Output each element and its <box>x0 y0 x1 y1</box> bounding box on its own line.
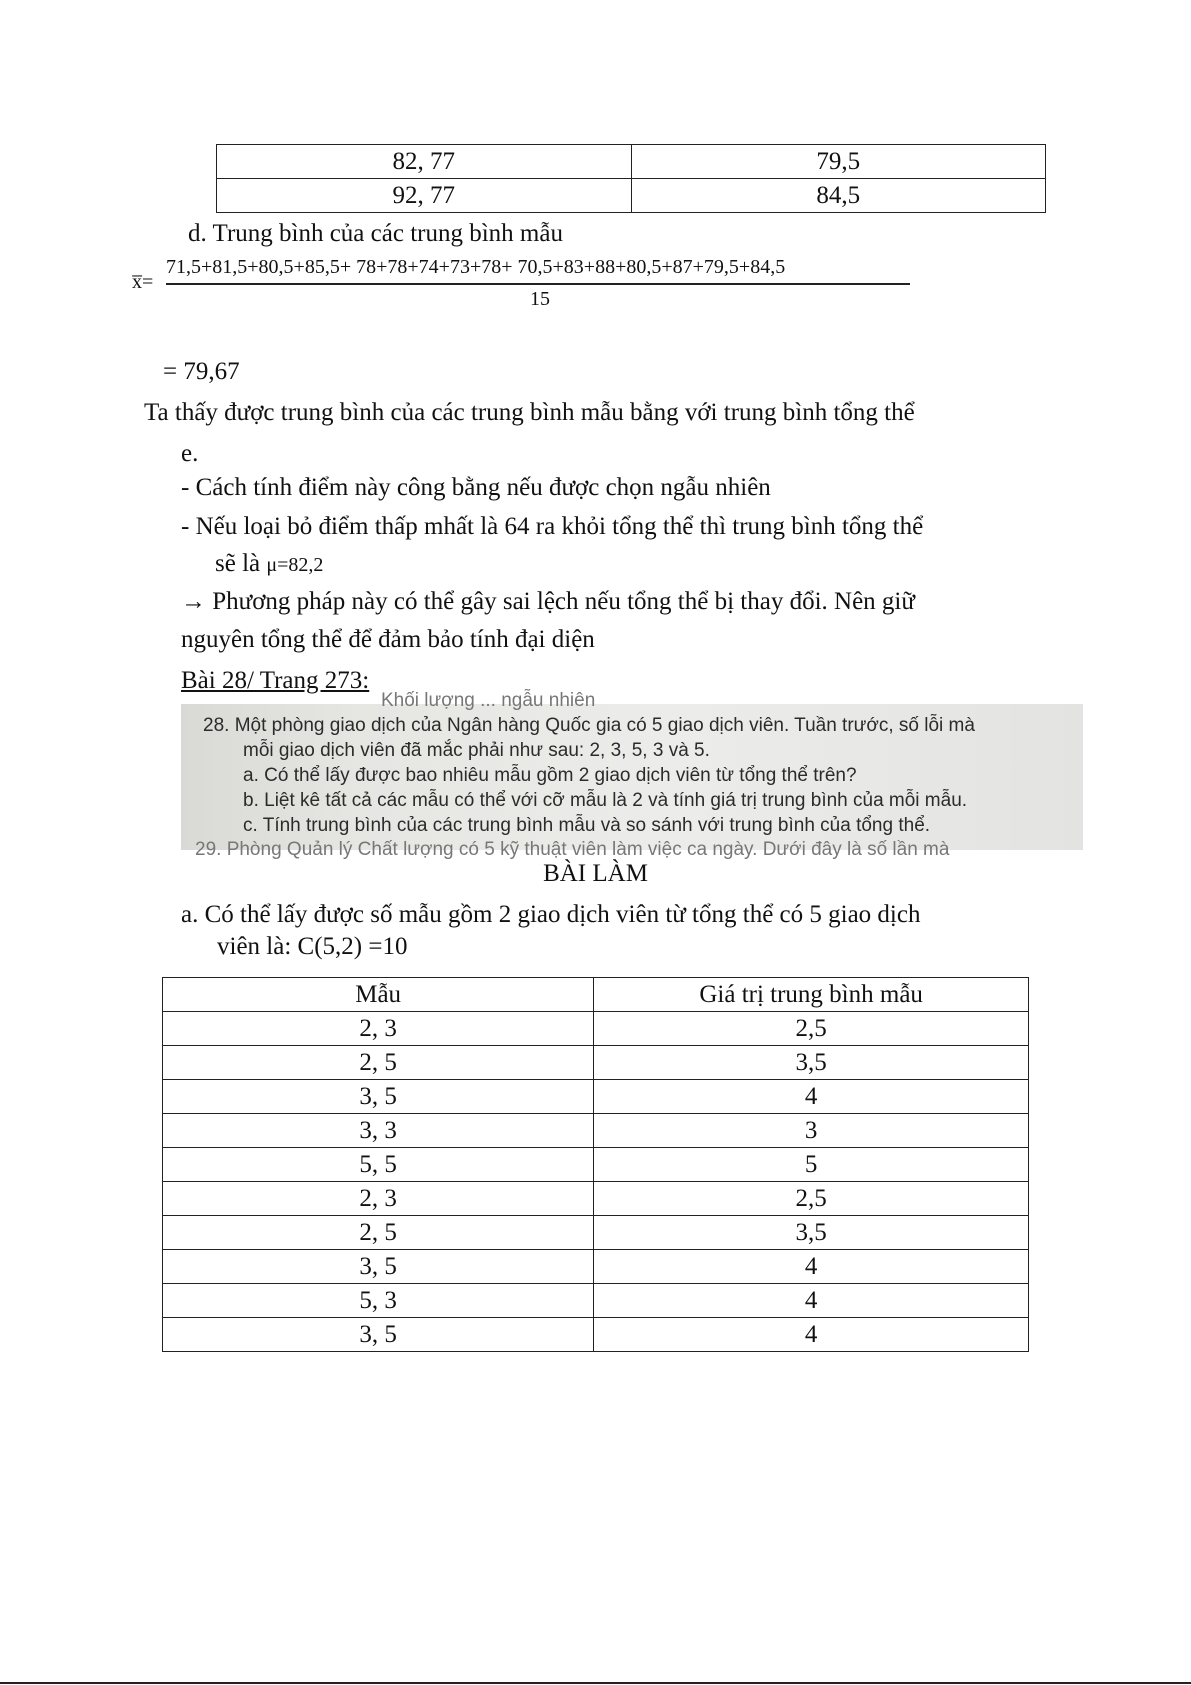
table-cell: 5 <box>594 1148 1029 1182</box>
table-header-row <box>163 978 1029 1012</box>
table-cell: 84,5 <box>631 179 1046 213</box>
part-d-result: = 79,67 <box>163 358 240 385</box>
part-e-bullet-2-line1: - Nếu loại bỏ điểm thấp mhất là 64 ra khỏi tổng thể thì trung bình tổng thể <box>181 513 924 540</box>
table-row <box>163 1046 1029 1080</box>
table-cell: 2, 5 <box>163 1046 594 1080</box>
table-cell: 4 <box>594 1318 1029 1352</box>
table-row <box>163 1080 1029 1114</box>
formula-numerator: 71,5+81,5+80,5+85,5+ 78+78+74+73+78+ 70,5+83+88+80,5+87+79,5+84,5 <box>166 256 786 278</box>
part-d-conclusion: Ta thấy được trung bình của các trung bình mẫu bằng với trung bình tổng thể <box>144 399 915 426</box>
photo-line-4: b. Liệt kê tất cả các mẫu có thể với cỡ mẫu là 2 và tính giá trị trung bình của mỗi mẫu. <box>243 790 968 811</box>
photo-cut-top-line: Khối lượng ... ngẫu nhiên <box>381 690 596 711</box>
table-header-cell: Mẫu <box>163 978 594 1012</box>
table-cell: 4 <box>594 1080 1029 1114</box>
table-cell: 4 <box>594 1250 1029 1284</box>
part-e-arrow-line1: → Phương pháp này có thể gây sai lệch nếu tổng thể bị thay đổi. Nên giữ <box>181 588 915 615</box>
table-row <box>217 145 1046 179</box>
table-cell: 3 <box>594 1114 1029 1148</box>
table-row <box>163 1182 1029 1216</box>
mu-value: μ=82,2 <box>266 554 324 576</box>
textbook-photo <box>181 690 1083 860</box>
part-e-arrow-line2: nguyên tổng thể để đảm bảo tính đại diện <box>181 626 595 653</box>
table-cell: 2,5 <box>594 1012 1029 1046</box>
table-cell: 4 <box>594 1284 1029 1318</box>
part-a-line1: a. Có thể lấy được số mẫu gồm 2 giao dịch viên từ tổng thể có 5 giao dịch <box>181 901 921 928</box>
samples-table <box>162 977 1029 1352</box>
photo-line-2: mỗi giao dịch viên đã mắc phải như sau: 2, 3, 5, 3 và 5. <box>243 740 710 761</box>
fraction-bar <box>166 283 910 285</box>
table-cell: 82, 77 <box>217 145 632 179</box>
table-cell: 2, 3 <box>163 1182 594 1216</box>
part-e-bullet-2-line2 <box>215 547 323 582</box>
part-a-line2: viên là: C(5,2) =10 <box>217 933 408 960</box>
table-cell: 3, 5 <box>163 1250 594 1284</box>
page-bottom-rule <box>0 1682 1191 1684</box>
photo-line-5: c. Tính trung bình của các trung bình mẫu và so sánh với trung bình của tổng thể. <box>243 815 931 836</box>
bai-28-title: Bài 28/ Trang 273: <box>181 667 370 694</box>
table-cell: 2,5 <box>594 1182 1029 1216</box>
part-e-bullet-1: - Cách tính điểm này công bằng nếu được chọn ngẫu nhiên <box>181 474 771 501</box>
photo-cut-bottom-line: 29. Phòng Quản lý Chất lượng có 5 kỹ thuật viên làm việc ca ngày. Dưới đây là số lần mà <box>195 839 950 860</box>
photo-line-1: 28. Một phòng giao dịch của Ngân hàng Quốc gia có 5 giao dịch viên. Tuần trước, số lỗi mà <box>203 715 975 736</box>
part-e-label: e. <box>181 440 199 467</box>
table-cell: 3, 5 <box>163 1080 594 1114</box>
table-row <box>163 1284 1029 1318</box>
bai-lam-heading: BÀI LÀM <box>543 860 648 887</box>
table-cell: 79,5 <box>631 145 1046 179</box>
table-cell: 3,5 <box>594 1216 1029 1250</box>
formula-denominator: 15 <box>530 288 550 310</box>
table-cell: 5, 5 <box>163 1148 594 1182</box>
xbar-symbol: x̅= <box>132 271 154 293</box>
bullet-2-prefix: sẽ là <box>215 550 267 577</box>
table-row <box>163 1114 1029 1148</box>
table-row <box>217 179 1046 213</box>
table-cell: 2, 5 <box>163 1216 594 1250</box>
table-header-cell: Giá trị trung bình mẫu <box>594 978 1029 1012</box>
table-cell: 2, 3 <box>163 1012 594 1046</box>
table-cell: 3, 5 <box>163 1318 594 1352</box>
table-cell: 3,5 <box>594 1046 1029 1080</box>
table-row <box>163 1250 1029 1284</box>
table-row <box>163 1318 1029 1352</box>
table-cell: 92, 77 <box>217 179 632 213</box>
table-row <box>163 1148 1029 1182</box>
table-row <box>163 1012 1029 1046</box>
table-row <box>163 1216 1029 1250</box>
part-d-heading: d. Trung bình của các trung bình mẫu <box>188 220 563 247</box>
table-cell: 5, 3 <box>163 1284 594 1318</box>
table-cell: 3, 3 <box>163 1114 594 1148</box>
top-table <box>216 144 1046 213</box>
photo-line-3: a. Có thể lấy được bao nhiêu mẫu gồm 2 giao dịch viên từ tổng thể trên? <box>243 765 857 786</box>
